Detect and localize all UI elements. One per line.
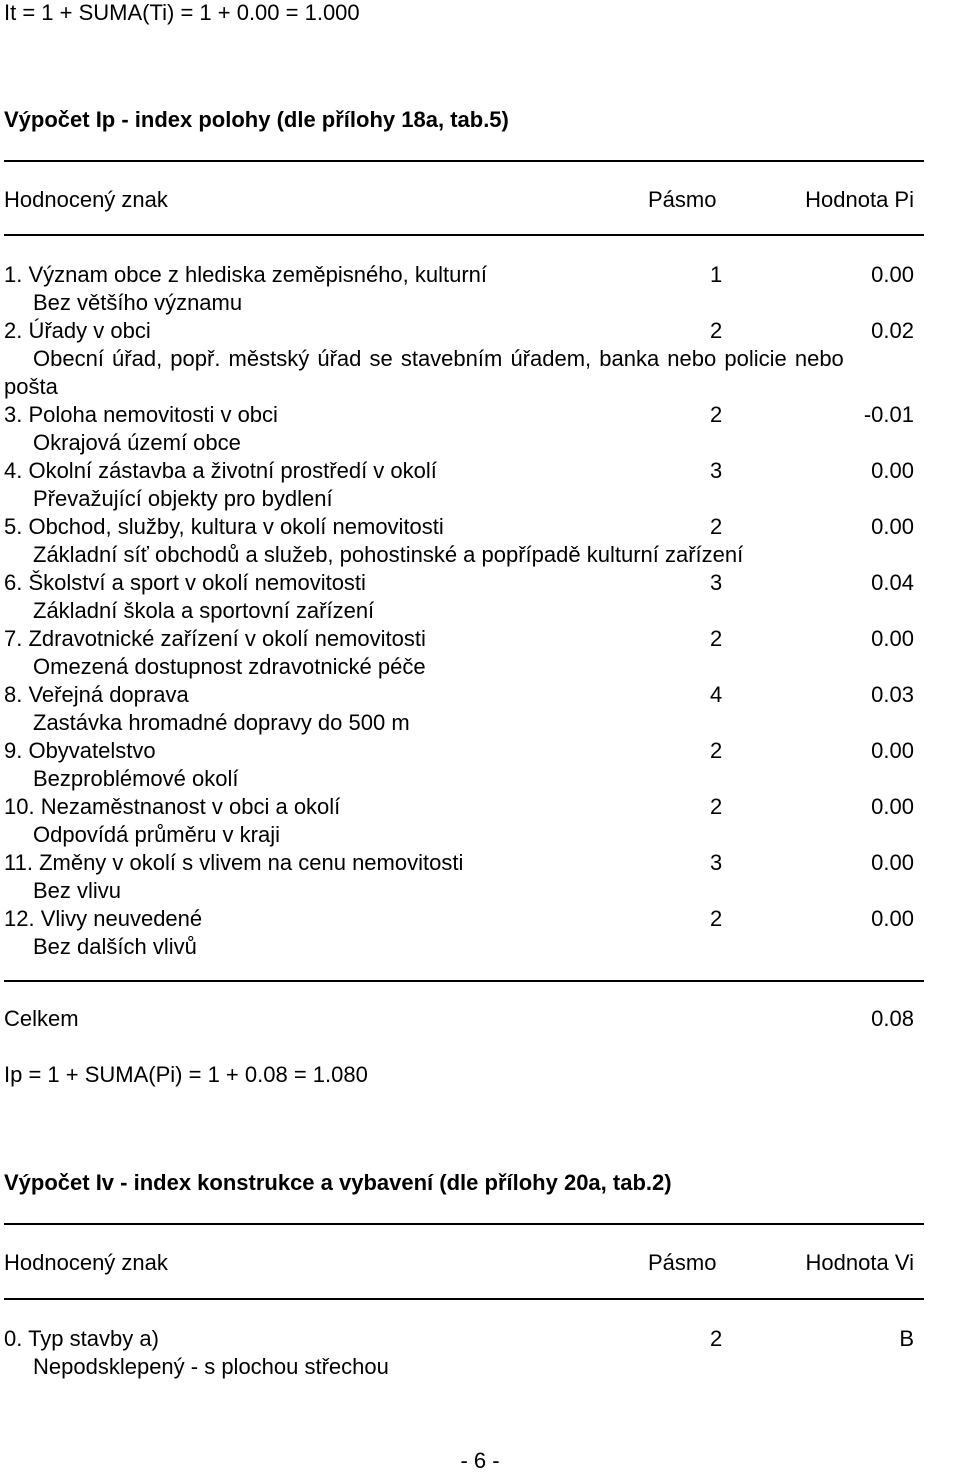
item-band: 2	[710, 626, 723, 651]
item-band: 4	[710, 682, 723, 707]
table-row	[4, 402, 914, 428]
item-name: 10. Nezaměstnanost v obci a okolí	[4, 794, 341, 819]
item-band: 2	[710, 402, 723, 427]
table-header-iv	[4, 1250, 914, 1276]
table-row	[4, 906, 914, 932]
item-name: 4. Okolní zástavba a životní prostředí v okolí	[4, 458, 437, 483]
item-name: 1. Význam obce z hlediska zeměpisného, kulturní	[4, 262, 488, 287]
table-row	[4, 514, 914, 540]
table-row	[4, 458, 914, 484]
item-description: Bez dalších vlivů	[33, 934, 197, 959]
header-band: Pásmo	[648, 187, 717, 212]
item-band: 3	[710, 458, 723, 483]
item-description: Bezproblémové okolí	[33, 766, 239, 791]
table-row	[4, 682, 914, 708]
item-band: 2	[710, 738, 723, 763]
item-name: 0. Typ stavby a)	[4, 1326, 159, 1351]
item-band: 3	[710, 570, 723, 595]
table-row	[4, 738, 914, 764]
total-value: 0.08	[871, 1006, 914, 1031]
item-name: 5. Obchod, služby, kultura v okolí nemovitosti	[4, 514, 444, 539]
divider	[4, 160, 924, 162]
item-name: 2. Úřady v obci	[4, 318, 151, 343]
divider	[4, 1298, 924, 1300]
table-row	[4, 318, 914, 344]
table-row	[4, 794, 914, 820]
table-row	[4, 626, 914, 652]
item-value: 0.02	[871, 318, 914, 343]
item-value: 0.00	[871, 738, 914, 763]
item-value: 0.00	[871, 906, 914, 931]
item-description: Bez většího významu	[33, 290, 243, 315]
item-value: 0.03	[871, 682, 914, 707]
table-row	[4, 1326, 914, 1352]
item-value: 0.00	[871, 262, 914, 287]
item-value: 0.00	[871, 514, 914, 539]
item-band: 2	[710, 514, 723, 539]
total-label: Celkem	[4, 1006, 79, 1031]
item-description: Nepodsklepený - s plochou střechou	[33, 1354, 389, 1379]
item-value: -0.01	[863, 402, 914, 427]
item-name: 9. Obyvatelstvo	[4, 738, 156, 763]
item-band: 2	[710, 318, 723, 343]
item-value: 0.04	[871, 570, 914, 595]
divider	[4, 1223, 924, 1225]
item-band: 1	[710, 262, 723, 287]
header-name: Hodnocený znak	[4, 187, 168, 212]
item-description-continued: pošta	[4, 374, 58, 399]
section-ip-title: Výpočet Ip - index polohy (dle přílohy 18a, tab.5)	[4, 107, 509, 132]
item-description: Základní síť obchodů a služeb, pohostinské a popřípadě kulturní zařízení	[33, 542, 744, 567]
item-name: 12. Vlivy neuvedené	[4, 906, 203, 931]
item-description: Odpovídá průměru v kraji	[33, 822, 280, 847]
item-band: 2	[710, 906, 723, 931]
divider	[4, 980, 924, 982]
header-value: Hodnota Pi	[805, 187, 914, 212]
table-row	[4, 850, 914, 876]
item-value: 0.00	[871, 626, 914, 651]
item-band: 2	[710, 1326, 723, 1351]
it-formula: It = 1 + SUMA(Ti) = 1 + 0.00 = 1.000	[4, 0, 360, 25]
item-description: Omezená dostupnost zdravotnické péče	[33, 654, 426, 679]
item-value: 0.00	[871, 794, 914, 819]
item-band: 2	[710, 794, 723, 819]
item-value: 0.00	[871, 850, 914, 875]
page-number: - 6 -	[460, 1448, 500, 1473]
item-value: 0.00	[871, 458, 914, 483]
table-row	[4, 262, 914, 288]
header-value: Hodnota Vi	[805, 1250, 914, 1275]
divider	[4, 234, 924, 236]
item-description: Okrajová území obce	[33, 430, 241, 455]
item-value: B	[899, 1326, 914, 1351]
total-row	[4, 1006, 914, 1032]
item-band: 3	[710, 850, 723, 875]
header-band: Pásmo	[648, 1250, 717, 1275]
item-description: Převažující objekty pro bydlení	[33, 486, 333, 511]
item-name: 8. Veřejná doprava	[4, 682, 189, 707]
item-description: Zastávka hromadné dopravy do 500 m	[33, 710, 410, 735]
section-iv-title: Výpočet Iv - index konstrukce a vybavení (dle přílohy 20a, tab.2)	[4, 1170, 672, 1195]
item-description: Bez vlivu	[33, 878, 122, 903]
item-name: 3. Poloha nemovitosti v obci	[4, 402, 278, 427]
item-name: 7. Zdravotnické zařízení v okolí nemovitosti	[4, 626, 426, 651]
table-row	[4, 570, 914, 596]
item-name: 11. Změny v okolí s vlivem na cenu nemovitosti	[4, 850, 464, 875]
item-description: Základní škola a sportovní zařízení	[33, 598, 375, 623]
header-name: Hodnocený znak	[4, 1250, 168, 1275]
item-description: Obecní úřad, popř. městský úřad se stavebním úřadem, banka nebo policie nebo	[33, 346, 844, 371]
item-name: 6. Školství a sport v okolí nemovitosti	[4, 570, 366, 595]
ip-formula: Ip = 1 + SUMA(Pi) = 1 + 0.08 = 1.080	[4, 1062, 368, 1087]
table-header-ip	[4, 187, 914, 213]
